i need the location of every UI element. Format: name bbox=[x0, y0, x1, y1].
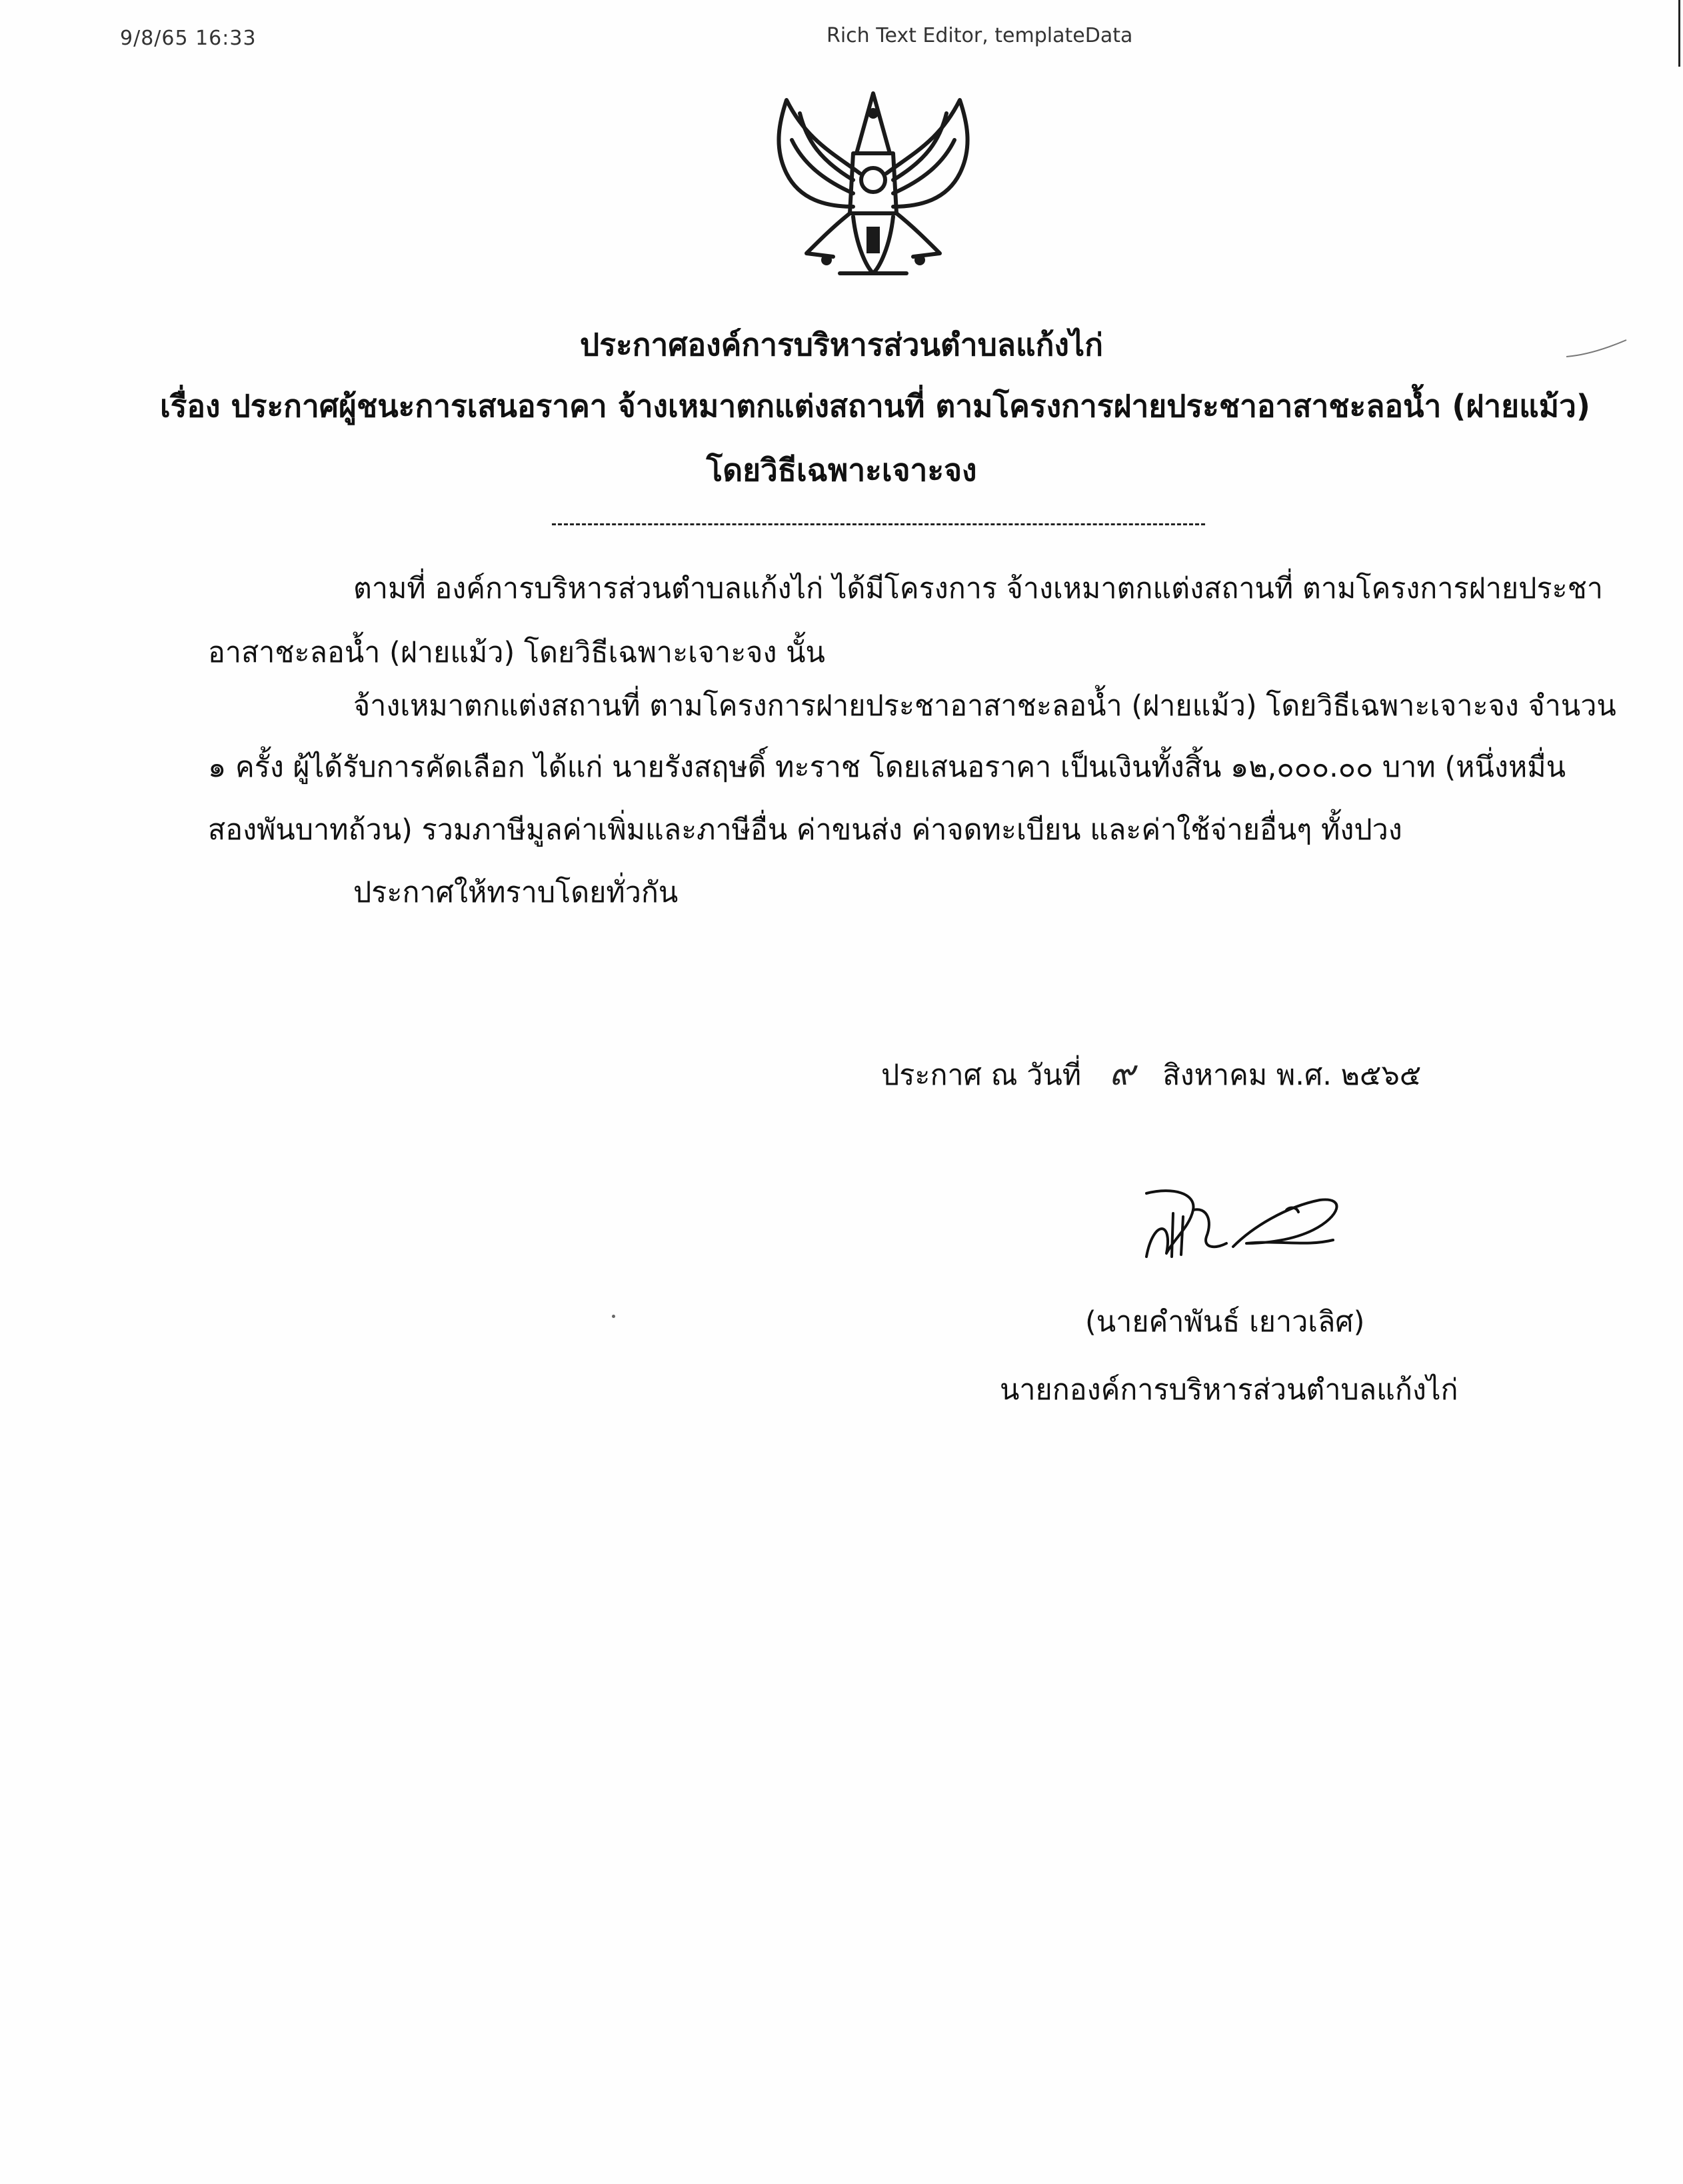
announcement-method: โดยวิธีเฉพาะเจาะจง bbox=[706, 452, 977, 488]
print-timestamp: 9/8/65 16:33 bbox=[120, 27, 257, 50]
date-month-year: สิงหาคม พ.ศ. ๒๕๖๕ bbox=[1162, 1059, 1422, 1092]
date-prefix: ประกาศ ณ วันที่ bbox=[881, 1059, 1082, 1092]
body-paragraph-2-line-3: สองพันบาทถ้วน) รวมภาษีมูลค่าเพิ่มและภาษีอื่น ค่าขนส่ง ค่าจดทะเบียน และค่าใช้จ่ายอื่นๆ ทั้งปวง bbox=[208, 813, 1402, 847]
print-app-label: Rich Text Editor, templateData bbox=[827, 24, 1133, 47]
announcement-subject: เรื่อง ประกาศผู้ชนะการเสนอราคา จ้างเหมาตกแต่งสถานที่ ตามโครงการฝายประชาอาสาชะลอน้ำ (ฝายแม้ว) bbox=[160, 388, 1590, 424]
stray-pen-mark bbox=[1563, 337, 1630, 363]
body-paragraph-1-line-2: อาสาชะลอน้ำ (ฝายแม้ว) โดยวิธีเฉพาะเจาะจง นั้น bbox=[208, 636, 825, 669]
announcement-title: ประกาศองค์การบริหารส่วนตำบลแก้งไก่ bbox=[580, 327, 1103, 363]
scan-edge-mark bbox=[1678, 0, 1680, 67]
signer-position: นายกองค์การบริหารส่วนตำบลแก้งไก่ bbox=[1000, 1373, 1458, 1407]
body-paragraph-2-line-2: ๑ ครั้ง ผู้ได้รับการคัดเลือก ได้แก่ นายรังสฤษดิ์ ทะราช โดยเสนอราคา เป็นเงินทั้งสิ้น ๑๒,๐๐๐.๐๐ บาท (หนึ่งหมื่น bbox=[208, 751, 1566, 784]
title-divider bbox=[552, 523, 1205, 525]
garuda-emblem-icon bbox=[760, 73, 986, 293]
handwritten-signature-icon bbox=[1133, 1180, 1353, 1273]
body-paragraph-1-line-1: ตามที่ องค์การบริหารส่วนตำบลแก้งไก่ ได้มีโครงการ จ้างเหมาตกแต่งสถานที่ ตามโครงการฝายประชา bbox=[353, 572, 1603, 605]
body-closing-line: ประกาศให้ทราบโดยทั่วกัน bbox=[353, 876, 679, 909]
scan-speck bbox=[612, 1315, 615, 1318]
date-day-handwritten: ๙ bbox=[1109, 1053, 1135, 1093]
body-paragraph-2-line-1: จ้างเหมาตกแต่งสถานที่ ตามโครงการฝายประชาอาสาชะลอน้ำ (ฝายแม้ว) โดยวิธีเฉพาะเจาะจง จำนวน bbox=[353, 689, 1616, 723]
announcement-date bbox=[881, 1053, 1422, 1093]
signer-name: (นายคำพันธ์ เยาวเลิศ) bbox=[1085, 1305, 1365, 1339]
